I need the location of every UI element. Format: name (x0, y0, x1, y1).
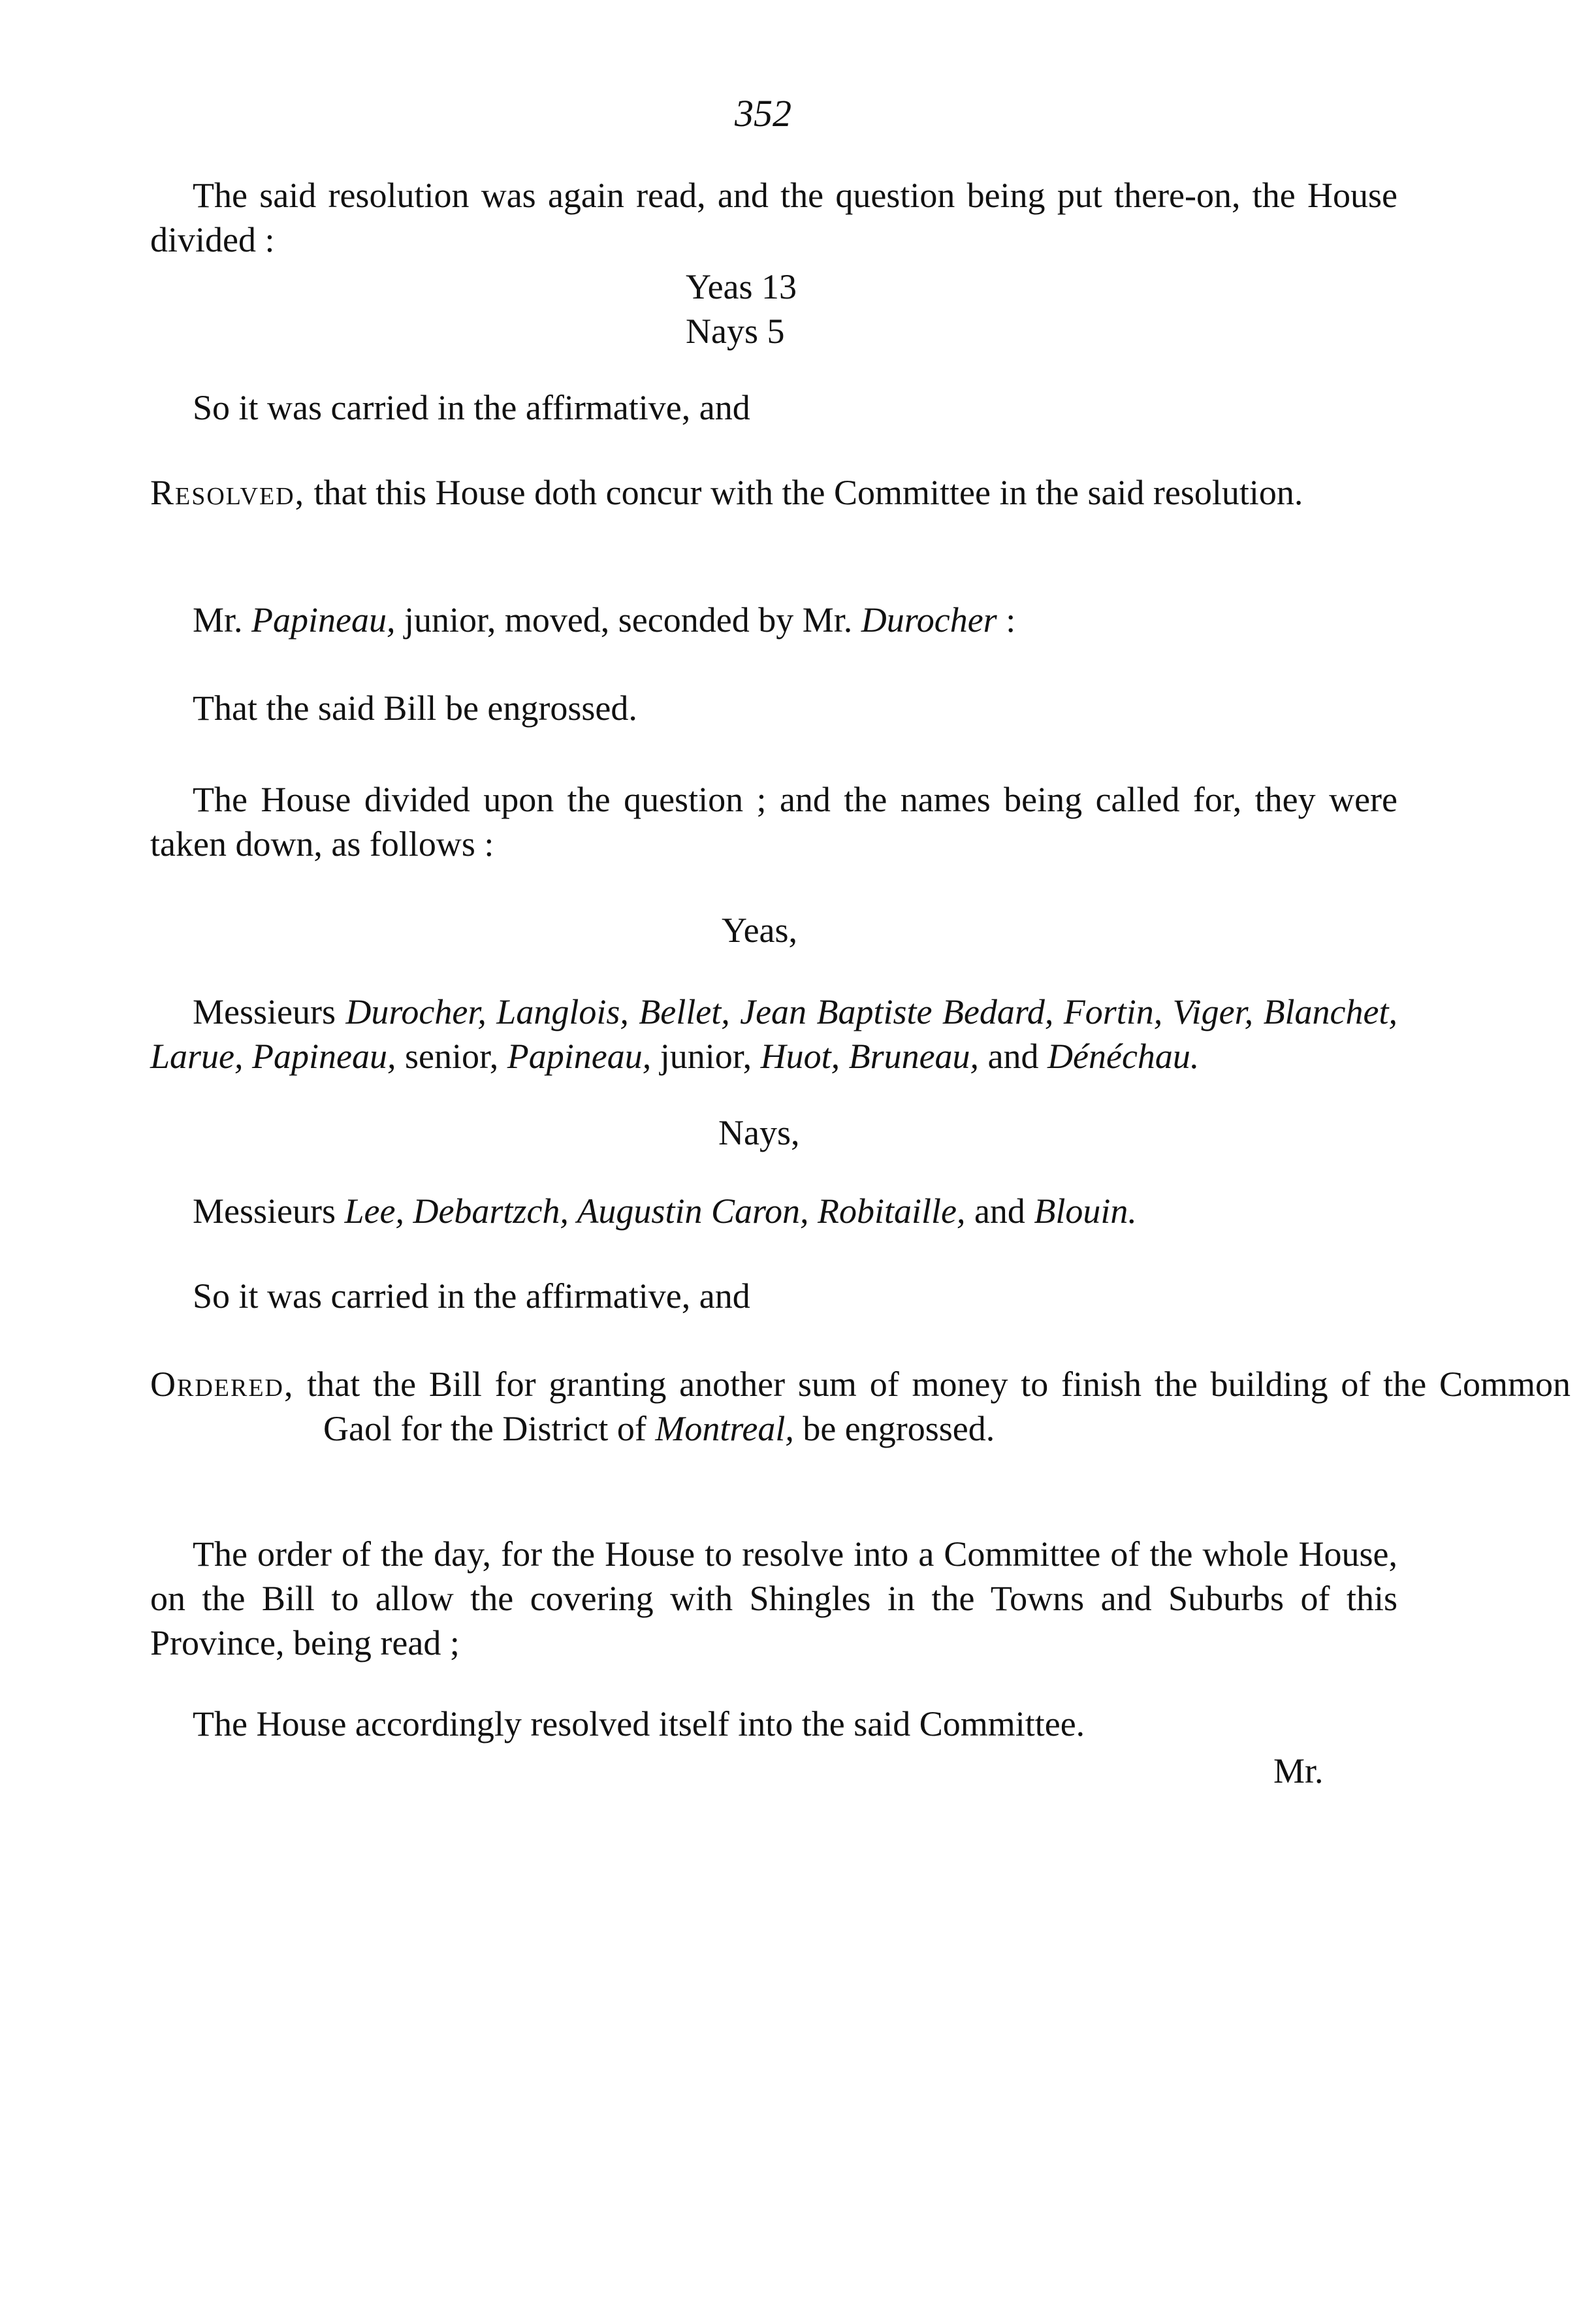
yeas-count: Yeas 13 (686, 267, 797, 306)
yeas-heading: Yeas, (722, 911, 798, 950)
nays-names: Lee, Debartzch, Augustin Caron, Robitaille, (344, 1191, 966, 1231)
ordered-end: be engrossed. (793, 1409, 995, 1448)
ordered-place: Montreal, (655, 1409, 794, 1448)
seconder-name: Durocher (861, 600, 997, 640)
ordered-text: that the Bill for granting another sum of money to finish the building of the Common Gaol for the District of (294, 1365, 1571, 1448)
paragraph-committee: The House accordingly resolved itself into the said Committee. (193, 1704, 1085, 1743)
catchword: Mr. (1273, 1751, 1324, 1790)
nays-last-name: Blouin. (1034, 1191, 1137, 1231)
motion-end: : (997, 600, 1016, 640)
yeas-names-2: Papineau, (507, 1037, 652, 1076)
yeas-prefix: Messieurs (193, 992, 346, 1031)
paragraph-order-of-day: The order of the day, for the House to resolve into a Committee of the whole House, on the Bill to allow the covering with Shingles in the Towns and Suburbs of this Province, being read ; (150, 1534, 1397, 1662)
yeas-names-4: Dénéchau. (1047, 1037, 1200, 1076)
yeas-senior: senior, (396, 1037, 507, 1076)
yeas-names-1: Durocher, Langlois, Bellet, Jean Baptiste Bedard, Fortin, Viger, Blanchet, Larue, Papineau, (150, 992, 1397, 1076)
paragraph-resolution-read: The said resolution was again read, and the question being put there-on, the House divided : (150, 176, 1397, 259)
nays-prefix: Messieurs (193, 1191, 345, 1231)
motion-prefix: Mr. (193, 600, 252, 640)
paragraph-yeas-names (150, 990, 1397, 1078)
yeas-junior: junior, (651, 1037, 761, 1076)
yeas-and: and (979, 1037, 1048, 1076)
paragraph-nays-names (150, 1189, 1397, 1233)
nays-count: Nays 5 (686, 312, 785, 351)
paragraph-engrossed: That the said Bill be engrossed. (193, 688, 637, 728)
page-number: 352 (735, 92, 791, 135)
resolved-label: Resolved, (150, 473, 306, 512)
paragraph-carried-1: So it was carried in the affirmative, and (193, 388, 750, 427)
paragraph-resolved (150, 470, 1571, 515)
nays-and: and (965, 1191, 1034, 1231)
motion-middle: junior, moved, seconded by Mr. (395, 600, 861, 640)
resolved-text: that this House doth concur with the Committee in the said resolution. (305, 473, 1303, 512)
yeas-names-3: Huot, Bruneau, (760, 1037, 980, 1076)
paragraph-ordered (150, 1362, 1571, 1451)
nays-heading: Nays, (718, 1113, 800, 1152)
paragraph-carried-2: So it was carried in the affirmative, and (193, 1276, 750, 1316)
mover-name: Papineau, (251, 600, 396, 640)
paragraph-motion (150, 598, 1397, 642)
paragraph-division: The House divided upon the question ; and the names being called for, they were taken down, as follows : (150, 780, 1397, 864)
ordered-label: Ordered, (150, 1365, 295, 1404)
